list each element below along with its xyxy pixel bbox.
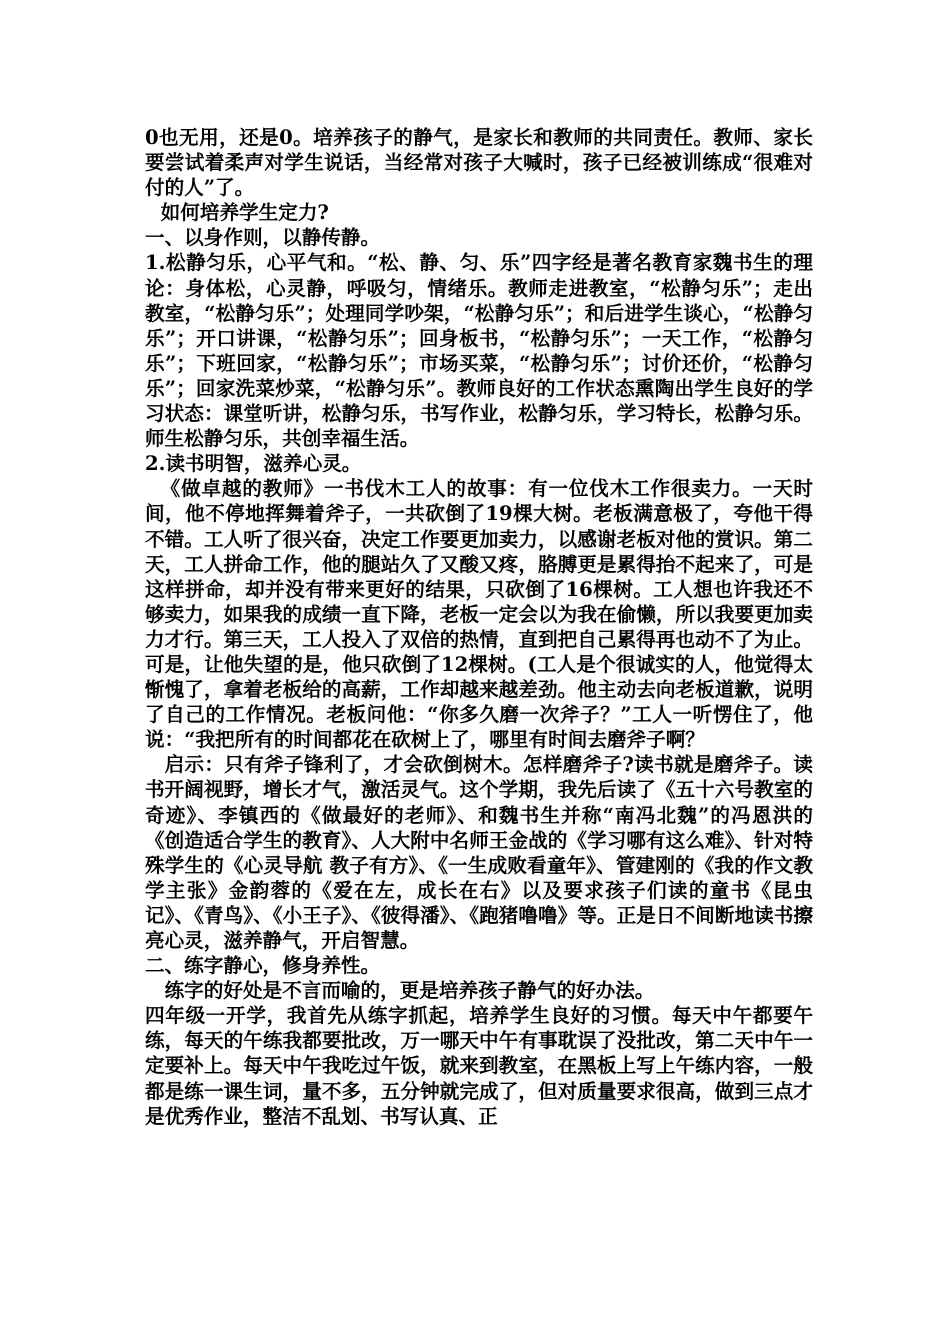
heading-section-two: 二、练字静心，修身养性。	[145, 954, 381, 978]
paragraph-woodcutter-story: 《做卓越的教师》一书伐木工人的故事：有一位伐木工作很卖力。一天时间，他不停地挥舞着斧子，一共砍倒了19棵大树。老板满意极了，夸他干得不错。工人听了很兴奋，决定工作要更加卖力，以感谢老板对他的赏识。第二天，工人拼命工作，他的腿站久了又酸又疼，胳膊更是累得抬不起来了，可是这样拼命，却并没有带来更好的结果，只砍倒了16棵树。工人想也许我还不够卖力，如果我的成绩一直下降，老板一定会以为我在偷懒，所以我要更加卖力才行。第三天，工人投入了双倍的热情，直到把自己累得再也动不了为止。可是，让他失望的是，他只砍倒了12棵树。(工人是个很诚实的人，他觉得太惭愧了，拿着老板给的高薪，工作却越来越差劲。他主动去向老板道歉，说明了自己的工作情况。老板问他：“你多久磨一次斧子？”工人一听愣住了，他说：“我把所有的时间都花在砍树上了，哪里有时间去磨斧子啊？	[145, 477, 813, 752]
section-question: 如何培养学生定力?	[160, 201, 329, 225]
paragraph-insight: 启示：只有斧子锋利了，才会砍倒树木。怎样磨斧子?读书就是磨斧子。读书开阔视野，增长才气，激活灵气。这个学期，我先后读了《五十六号教室的奇迹》、李镇西的《做最好的老师》、和魏书生并称“南冯北魏”的冯恩洪的《创造适合学生的教育》、人大附中名师王金战的《学习哪有这么难》、针对特殊学生的《心灵导航 教子有方》、《一生成败看童年》、管建刚的《我的作文教学主张》金韵蓉的《爱在左，成长在右》以及要求孩子们读的童书《昆虫记》、《青鸟》、《小王子》、《彼得潘》、《跑猪噜噜》等。正是日不间断地读书擦亮心灵，滋养静气，开启智慧。	[145, 753, 813, 952]
document-page	[145, 125, 813, 1129]
paragraph-songjing: 1.松静匀乐，心平气和。“松、静、匀、乐”四字经是著名教育家魏书生的理论：身体松，心灵静，呼吸匀，情绪乐。教师走进教室，“松静匀乐”；走出教室，“松静匀乐”；处理同学吵架，“松静匀乐”；和后进学生谈心，“松静匀乐”；开口讲课，“松静匀乐”；回身板书，“松静匀乐”；一天工作，“松静匀乐”；下班回家，“松静匀乐”；市场买菜，“松静匀乐”；讨价还价，“松静匀乐”；回家洗菜炒菜，“松静匀乐”。教师良好的工作状态熏陶出学生良好的学习状态：课堂听讲，松静匀乐，书写作业，松静匀乐，学习特长，松静匀乐。师生松静匀乐，共创幸福生活。	[145, 251, 813, 451]
paragraph-noon-practice: 四年级一开学，我首先从练字抓起，培养学生良好的习惯。每天中午都要午练，每天的午练我都要批改，万一哪天中午有事耽误了没批改，第二天中午一定要补上。每天中午我吃过午饭，就来到教室，在黑板上写上午练内容，一般都是练一课生词，量不多，五分钟就完成了，但对质量要求很高，做到三点才是优秀作业，整洁不乱划、书写认真、正	[145, 1004, 813, 1128]
paragraph-calligraphy-benefit: 练字的好处是不言而喻的，更是培养孩子静气的好办法。	[164, 979, 655, 1003]
paragraph-intro: 0也无用，还是0。培养孩子的静气，是家长和教师的共同责任。教师、家长要尝试着柔声对学生说话，当经常对孩子大喊时，孩子已经被训练成“很难对付的人”了。	[145, 126, 813, 200]
heading-section-one: 一、以身作则，以静传静。	[145, 226, 381, 250]
heading-reading: 2.读书明智，滋养心灵。	[145, 452, 362, 476]
